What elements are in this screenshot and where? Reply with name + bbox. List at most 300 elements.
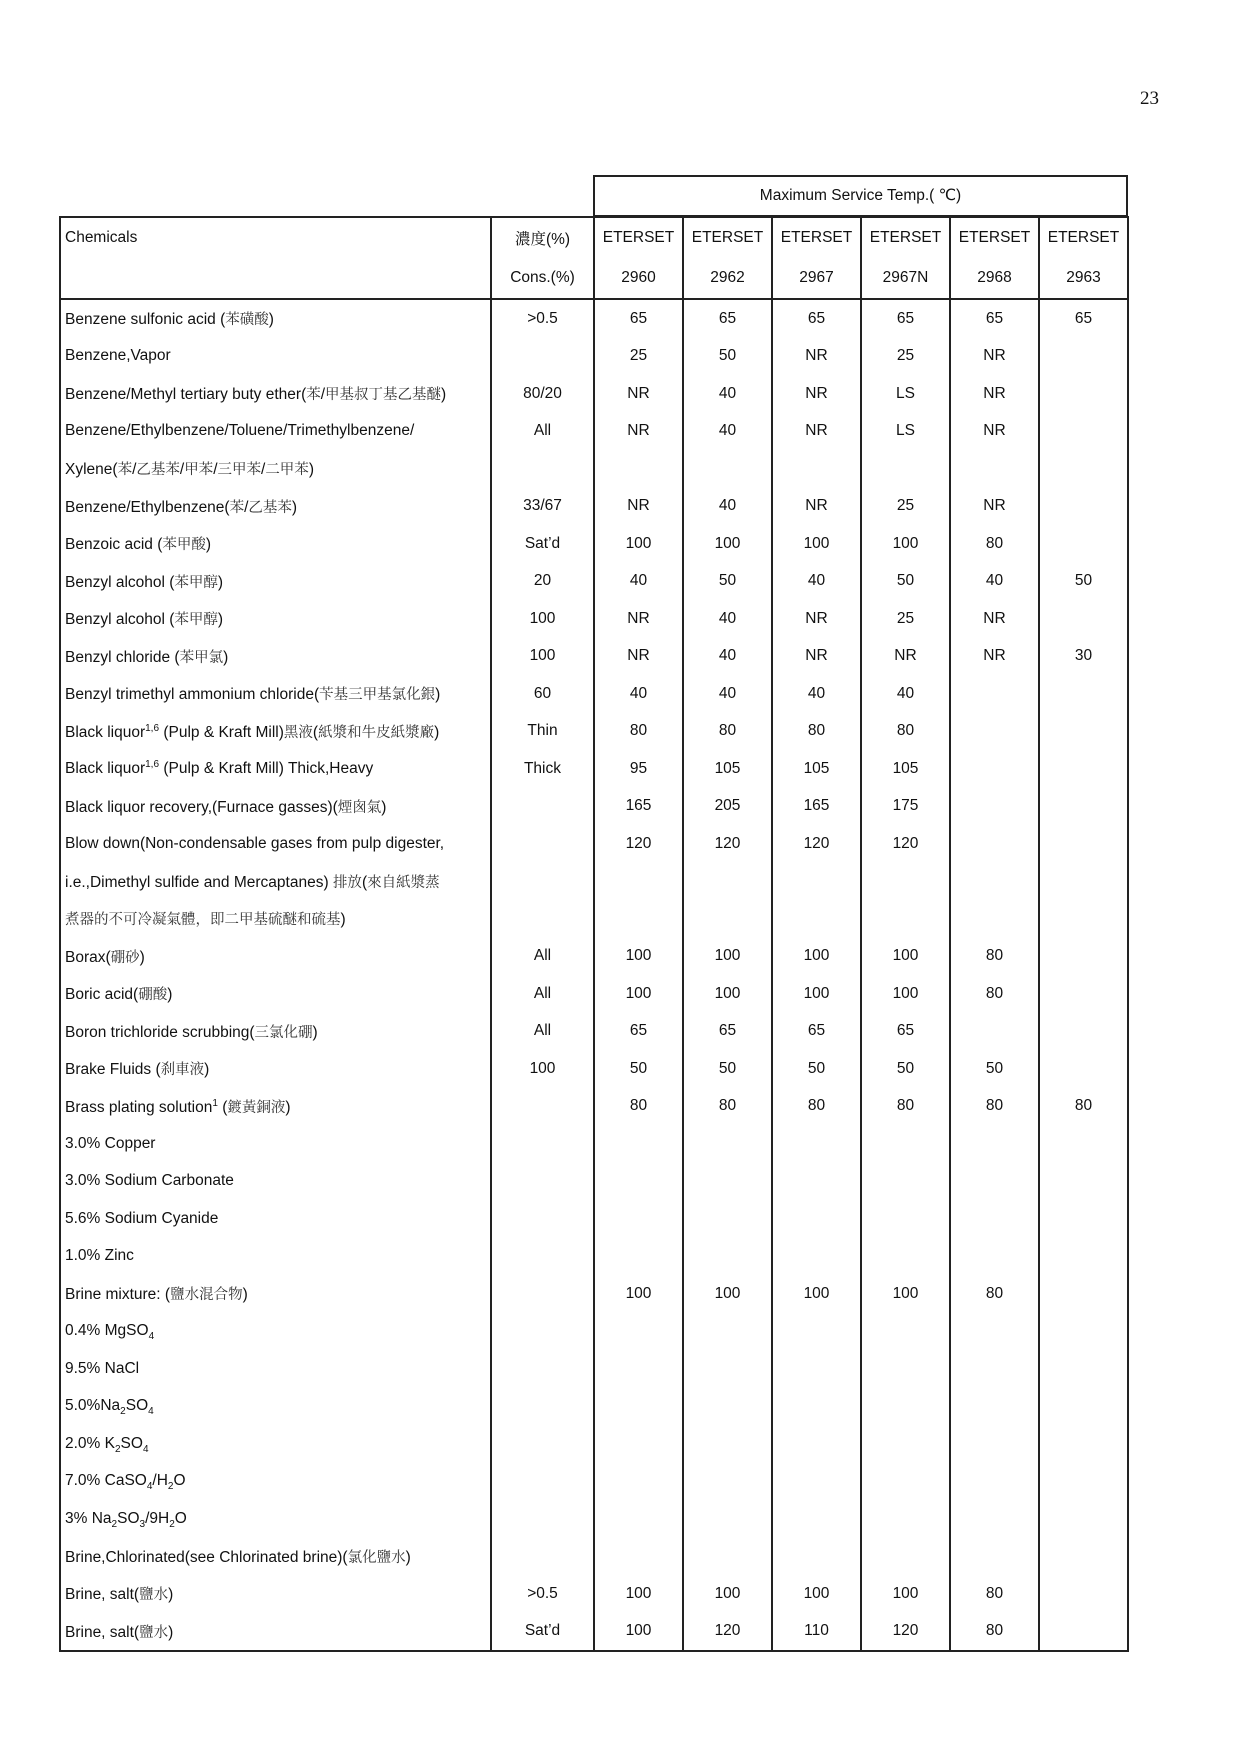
temp-value-2968: NR <box>950 600 1039 638</box>
product-header: 2967 <box>772 258 861 299</box>
chemical-name: Brine, salt(鹽水) <box>60 1613 491 1652</box>
concentration <box>491 1163 594 1201</box>
temp-value-2960: 80 <box>594 1088 683 1126</box>
temp-value-2963 <box>1039 750 1128 788</box>
chemical-name: Brine mixture: (鹽水混合物) <box>60 1275 491 1313</box>
chemical-name: Brass plating solution$^1$ (鍍黃銅液) <box>60 1088 491 1126</box>
temp-value-2960 <box>594 1163 683 1201</box>
table-row <box>60 1163 1128 1201</box>
table-row <box>60 1613 1128 1652</box>
concentration <box>491 1313 594 1351</box>
temp-value-2962: 80 <box>683 1088 772 1126</box>
temp-value-2967 <box>772 1313 861 1351</box>
chemicals-header: Chemicals <box>60 217 491 258</box>
table-row <box>60 1575 1128 1613</box>
concentration: All <box>491 975 594 1013</box>
temp-value-2960: 50 <box>594 1050 683 1088</box>
product-header: 2968 <box>950 258 1039 299</box>
temp-value-2968: 80 <box>950 1275 1039 1313</box>
cons-header-cn: 濃度(%) <box>491 217 594 258</box>
temp-value-2962 <box>683 1163 772 1201</box>
temp-value-2967: 100 <box>772 938 861 976</box>
temp-value-2967 <box>772 1425 861 1463</box>
product-header: 2962 <box>683 258 772 299</box>
temp-value-2967: 105 <box>772 750 861 788</box>
concentration: 100 <box>491 1050 594 1088</box>
temp-value-2962: 50 <box>683 1050 772 1088</box>
chemical-name: Benzyl trimethyl ammonium chloride(苄基三甲基氯化銀) <box>60 675 491 713</box>
chemical-name: 0.4% MgSO$_4$ <box>60 1313 491 1351</box>
temp-value-2962: 80 <box>683 713 772 751</box>
temp-value-2960: NR <box>594 488 683 526</box>
temp-value-2968: 65 <box>950 299 1039 338</box>
chemical-name: $5.0\%Na_2SO_4$ <box>60 1388 491 1426</box>
temp-value-2967: 80 <box>772 1088 861 1126</box>
temp-value-2967 <box>772 1463 861 1501</box>
temp-value-2963 <box>1039 1613 1128 1652</box>
temp-value-2960: 100 <box>594 975 683 1013</box>
temp-value-2968 <box>950 1425 1039 1463</box>
temp-value-2968 <box>950 675 1039 713</box>
table-row <box>60 1500 1128 1538</box>
table-row <box>60 1125 1128 1163</box>
temp-value-2967n: 100 <box>861 525 950 563</box>
header-row-product <box>60 258 1128 299</box>
temp-value-2967n: LS <box>861 375 950 413</box>
temp-value-2962 <box>683 1200 772 1238</box>
temp-value-2968 <box>950 1125 1039 1163</box>
temp-value-2963 <box>1039 600 1128 638</box>
temp-value-2967n <box>861 1463 950 1501</box>
temp-value-2963 <box>1039 938 1128 976</box>
temp-value-2963 <box>1039 1538 1128 1576</box>
temp-value-2963 <box>1039 1575 1128 1613</box>
temp-value-2963 <box>1039 863 1128 901</box>
temp-value-2963 <box>1039 1125 1128 1163</box>
temp-value-2967 <box>772 450 861 488</box>
table-row <box>60 600 1128 638</box>
chemical-name: Borax(硼砂) <box>60 938 491 976</box>
temp-value-2968: 80 <box>950 975 1039 1013</box>
temp-value-2960 <box>594 1463 683 1501</box>
temp-value-2962: 120 <box>683 1613 772 1652</box>
table-row <box>60 900 1128 938</box>
concentration <box>491 1388 594 1426</box>
temp-value-2963 <box>1039 1313 1128 1351</box>
temp-value-2962 <box>683 1125 772 1163</box>
temp-value-2968 <box>950 1388 1039 1426</box>
temp-value-2968 <box>950 1163 1039 1201</box>
temp-value-2960: 120 <box>594 825 683 863</box>
temp-value-2962 <box>683 900 772 938</box>
temp-value-2967n <box>861 1350 950 1388</box>
temp-value-2967n <box>861 863 950 901</box>
chemical-name: Blow down(Non-condensable gases from pulp digester, <box>60 825 491 863</box>
temp-value-2967 <box>772 1238 861 1276</box>
temp-value-2962 <box>683 1350 772 1388</box>
temp-value-2962: 50 <box>683 563 772 601</box>
table-row <box>60 788 1128 826</box>
table-row <box>60 1238 1128 1276</box>
temp-value-2967: 100 <box>772 525 861 563</box>
temp-value-2968 <box>950 788 1039 826</box>
concentration: All <box>491 1013 594 1051</box>
table-row <box>60 975 1128 1013</box>
temp-value-2960: NR <box>594 638 683 676</box>
temp-value-2962 <box>683 1500 772 1538</box>
temp-value-2968 <box>950 1538 1039 1576</box>
temp-value-2967n: 25 <box>861 600 950 638</box>
max-service-temp-label: Maximum Service Temp.( ℃) <box>759 187 962 204</box>
table-row <box>60 675 1128 713</box>
chemical-name: Xylene(苯/乙基苯/甲苯/三甲苯/二甲苯) <box>60 450 491 488</box>
temp-value-2967n: 25 <box>861 338 950 376</box>
temp-value-2968 <box>950 863 1039 901</box>
temp-value-2968 <box>950 450 1039 488</box>
table-row <box>60 1275 1128 1313</box>
concentration: Thick <box>491 750 594 788</box>
temp-value-2960: NR <box>594 413 683 451</box>
temp-value-2967n: 175 <box>861 788 950 826</box>
table-row <box>60 413 1128 451</box>
temp-value-2963 <box>1039 375 1128 413</box>
chemical-name: i.e.,Dimethyl sulfide and Mercaptanes) 排放(來自紙漿蒸 <box>60 863 491 901</box>
temp-value-2962: 100 <box>683 525 772 563</box>
temp-value-2962: 100 <box>683 1275 772 1313</box>
temp-value-2960: 100 <box>594 938 683 976</box>
temp-value-2968: 80 <box>950 938 1039 976</box>
chemical-name: Black liquor$^{1,6}$ (Pulp & Kraft Mill)黑液(紙漿和牛皮紙漿廠) <box>60 713 491 751</box>
temp-value-2963 <box>1039 488 1128 526</box>
temp-value-2968: 80 <box>950 525 1039 563</box>
temp-value-2968 <box>950 1500 1039 1538</box>
temp-value-2960 <box>594 1125 683 1163</box>
chemical-name: Benzyl alcohol (苯甲醇) <box>60 600 491 638</box>
temp-value-2960: 100 <box>594 525 683 563</box>
temp-value-2962 <box>683 450 772 488</box>
temp-value-2967: 100 <box>772 1575 861 1613</box>
temp-value-2962: 40 <box>683 488 772 526</box>
concentration: All <box>491 413 594 451</box>
temp-value-2967: NR <box>772 338 861 376</box>
temp-value-2963 <box>1039 975 1128 1013</box>
chemical-name: 3.0% Sodium Carbonate <box>60 1163 491 1201</box>
product-header: 2960 <box>594 258 683 299</box>
temp-value-2967: 100 <box>772 975 861 1013</box>
temp-value-2967 <box>772 1538 861 1576</box>
temp-value-2967n: 25 <box>861 488 950 526</box>
temp-value-2967: 80 <box>772 713 861 751</box>
temp-value-2960 <box>594 1538 683 1576</box>
table-row <box>60 1350 1128 1388</box>
temp-value-2967n: 100 <box>861 975 950 1013</box>
temp-value-2962 <box>683 1463 772 1501</box>
temp-value-2963: 50 <box>1039 563 1128 601</box>
temp-value-2960: 100 <box>594 1613 683 1652</box>
temp-value-2968 <box>950 1013 1039 1051</box>
temp-value-2960: 65 <box>594 1013 683 1051</box>
concentration: 100 <box>491 600 594 638</box>
table-row <box>60 750 1128 788</box>
temp-value-2963 <box>1039 1275 1128 1313</box>
chemical-name: Boron trichloride scrubbing(三氯化硼) <box>60 1013 491 1051</box>
temp-value-2962: 65 <box>683 1013 772 1051</box>
chemical-name: Benzyl alcohol (苯甲醇) <box>60 563 491 601</box>
temp-value-2962: 40 <box>683 638 772 676</box>
table-row <box>60 1050 1128 1088</box>
temp-value-2963 <box>1039 525 1128 563</box>
concentration: Sat’d <box>491 1613 594 1652</box>
temp-value-2968: 40 <box>950 563 1039 601</box>
temp-value-2963 <box>1039 788 1128 826</box>
temp-value-2967n <box>861 1125 950 1163</box>
chemical-name: Benzoic acid (苯甲酸) <box>60 525 491 563</box>
temp-value-2967n: 50 <box>861 1050 950 1088</box>
table-row <box>60 1313 1128 1351</box>
temp-value-2967n: 50 <box>861 563 950 601</box>
brand-header-2960: ETERSET <box>594 217 683 258</box>
chemical-name: Black liquor$^{1,6}$ (Pulp & Kraft Mill) Thick,Heavy <box>60 750 491 788</box>
temp-value-2967: 165 <box>772 788 861 826</box>
brand-header-2967n: ETERSET <box>861 217 950 258</box>
temp-value-2963 <box>1039 450 1128 488</box>
table-row <box>60 299 1128 338</box>
temp-value-2967: 100 <box>772 1275 861 1313</box>
temp-value-2960: 40 <box>594 563 683 601</box>
temp-value-2968: NR <box>950 638 1039 676</box>
table-row <box>60 638 1128 676</box>
table-row <box>60 1200 1128 1238</box>
table-row <box>60 450 1128 488</box>
brand-header-2967: ETERSET <box>772 217 861 258</box>
concentration <box>491 1538 594 1576</box>
concentration <box>491 338 594 376</box>
chemical-name: 5.6% Sodium Cyanide <box>60 1200 491 1238</box>
brand-header-2963: ETERSET <box>1039 217 1128 258</box>
chemical-resistance-table <box>59 216 1129 1652</box>
header-row-brand <box>60 217 1128 258</box>
temp-value-2967n: 120 <box>861 825 950 863</box>
temp-value-2968: 80 <box>950 1088 1039 1126</box>
temp-value-2967n: 80 <box>861 1088 950 1126</box>
temp-value-2967 <box>772 1200 861 1238</box>
temp-value-2963 <box>1039 825 1128 863</box>
temp-value-2963 <box>1039 1350 1128 1388</box>
concentration <box>491 1238 594 1276</box>
concentration <box>491 1500 594 1538</box>
chemical-name: Benzene sulfonic acid (苯磺酸) <box>60 299 491 338</box>
temp-value-2962: 65 <box>683 299 772 338</box>
chemical-name: Benzene/Methyl tertiary buty ether(苯/甲基叔丁基乙基醚) <box>60 375 491 413</box>
concentration: >0.5 <box>491 299 594 338</box>
footnote-ref: 1 <box>212 1097 218 1109</box>
temp-value-2967 <box>772 1500 861 1538</box>
concentration: 100 <box>491 638 594 676</box>
temp-value-2967 <box>772 900 861 938</box>
concentration <box>491 900 594 938</box>
temp-value-2960: NR <box>594 600 683 638</box>
temp-value-2963 <box>1039 675 1128 713</box>
temp-value-2960: 95 <box>594 750 683 788</box>
temp-value-2967n: 100 <box>861 1275 950 1313</box>
concentration <box>491 1275 594 1313</box>
temp-value-2960 <box>594 863 683 901</box>
concentration: >0.5 <box>491 1575 594 1613</box>
temp-value-2963: 65 <box>1039 299 1128 338</box>
footnote-ref: 1,6 <box>145 722 160 734</box>
concentration <box>491 1125 594 1163</box>
chemical-name: Benzyl chloride (苯甲氯) <box>60 638 491 676</box>
chemical-name: 煮器的不可冷凝氣體，即二甲基硫醚和硫基) <box>60 900 491 938</box>
temp-value-2968: NR <box>950 413 1039 451</box>
temp-value-2968: 50 <box>950 1050 1039 1088</box>
temp-value-2960 <box>594 1425 683 1463</box>
temp-value-2968 <box>950 1350 1039 1388</box>
temp-value-2962: 40 <box>683 675 772 713</box>
concentration <box>491 825 594 863</box>
concentration: 80/20 <box>491 375 594 413</box>
table-row <box>60 1463 1128 1501</box>
temp-value-2963 <box>1039 1163 1128 1201</box>
cons-header-en: Cons.(%) <box>491 258 594 299</box>
temp-value-2960 <box>594 1200 683 1238</box>
temp-value-2962: 120 <box>683 825 772 863</box>
chemicals-header-blank <box>60 258 491 299</box>
temp-value-2967: NR <box>772 413 861 451</box>
table-row <box>60 1388 1128 1426</box>
temp-value-2968 <box>950 1313 1039 1351</box>
chemical-name: Black liquor recovery,(Furnace gasses)(煙囪氣) <box>60 788 491 826</box>
temp-value-2963 <box>1039 1425 1128 1463</box>
chemical-name: Brine,Chlorinated(see Chlorinated brine)(氯化鹽水) <box>60 1538 491 1576</box>
temp-value-2967: 110 <box>772 1613 861 1652</box>
chemical-name: Brine, salt(鹽水) <box>60 1575 491 1613</box>
temp-value-2960 <box>594 1500 683 1538</box>
temp-value-2962: 105 <box>683 750 772 788</box>
temp-value-2960: 100 <box>594 1575 683 1613</box>
temp-value-2967n <box>861 450 950 488</box>
temp-value-2967n: 120 <box>861 1613 950 1652</box>
temp-value-2968 <box>950 825 1039 863</box>
temp-value-2963 <box>1039 338 1128 376</box>
temp-value-2967n: 105 <box>861 750 950 788</box>
table-row <box>60 1088 1128 1126</box>
table-row <box>60 563 1128 601</box>
temp-value-2963 <box>1039 900 1128 938</box>
brand-header-2962: ETERSET <box>683 217 772 258</box>
concentration: Sat’d <box>491 525 594 563</box>
temp-value-2962: 40 <box>683 413 772 451</box>
temp-value-2960: 80 <box>594 713 683 751</box>
temp-value-2963 <box>1039 1200 1128 1238</box>
concentration: All <box>491 938 594 976</box>
temp-value-2963 <box>1039 1050 1128 1088</box>
temp-value-2962 <box>683 1238 772 1276</box>
table-row <box>60 713 1128 751</box>
table-row <box>60 938 1128 976</box>
concentration <box>491 1200 594 1238</box>
chemical-name: Brake Fluids (刹車液) <box>60 1050 491 1088</box>
temp-value-2963 <box>1039 413 1128 451</box>
temp-value-2967: 65 <box>772 299 861 338</box>
temp-value-2960: 40 <box>594 675 683 713</box>
temp-value-2967n <box>861 1425 950 1463</box>
table-row <box>60 825 1128 863</box>
product-header: 2967N <box>861 258 950 299</box>
concentration: Thin <box>491 713 594 751</box>
temp-value-2960: 165 <box>594 788 683 826</box>
temp-value-2963 <box>1039 1013 1128 1051</box>
temp-value-2968 <box>950 750 1039 788</box>
temp-value-2962: 100 <box>683 975 772 1013</box>
concentration <box>491 1088 594 1126</box>
table-row <box>60 1538 1128 1576</box>
temp-value-2962: 100 <box>683 1575 772 1613</box>
temp-value-2962 <box>683 1388 772 1426</box>
temp-value-2968 <box>950 900 1039 938</box>
temp-value-2968 <box>950 1463 1039 1501</box>
temp-value-2967n <box>861 1538 950 1576</box>
temp-value-2962: 40 <box>683 600 772 638</box>
chemical-name: 2.0% $K_2SO_4$ <box>60 1425 491 1463</box>
temp-value-2967 <box>772 1125 861 1163</box>
table-row <box>60 488 1128 526</box>
concentration <box>491 450 594 488</box>
temp-value-2967n: 100 <box>861 938 950 976</box>
temp-value-2962 <box>683 1538 772 1576</box>
concentration: 33/67 <box>491 488 594 526</box>
table-row <box>60 863 1128 901</box>
temp-value-2962: 50 <box>683 338 772 376</box>
page-number: 23 <box>1140 88 1159 109</box>
temp-value-2963 <box>1039 1463 1128 1501</box>
temp-value-2963: 80 <box>1039 1088 1128 1126</box>
temp-value-2967n <box>861 1500 950 1538</box>
temp-value-2960 <box>594 1350 683 1388</box>
temp-value-2968: 80 <box>950 1613 1039 1652</box>
chemical-name: Benzene/Ethylbenzene/Toluene/Trimethylbenzene/ <box>60 413 491 451</box>
chemical-name: 3.0% Copper <box>60 1125 491 1163</box>
temp-value-2967: 50 <box>772 1050 861 1088</box>
temp-value-2967 <box>772 1163 861 1201</box>
temp-value-2967n: 40 <box>861 675 950 713</box>
temp-value-2967: NR <box>772 600 861 638</box>
brand-header-2968: ETERSET <box>950 217 1039 258</box>
temp-value-2968: NR <box>950 375 1039 413</box>
temp-value-2960 <box>594 1313 683 1351</box>
temp-value-2960: 100 <box>594 1275 683 1313</box>
max-service-temp-header <box>593 175 1128 216</box>
concentration <box>491 863 594 901</box>
temp-value-2967 <box>772 1388 861 1426</box>
temp-value-2967: 65 <box>772 1013 861 1051</box>
temp-value-2967 <box>772 1350 861 1388</box>
temp-value-2960 <box>594 900 683 938</box>
temp-value-2967: 40 <box>772 675 861 713</box>
temp-value-2968 <box>950 1200 1039 1238</box>
temp-value-2960: NR <box>594 375 683 413</box>
concentration <box>491 1350 594 1388</box>
temp-value-2962: 100 <box>683 938 772 976</box>
temp-value-2968 <box>950 1238 1039 1276</box>
concentration <box>491 1425 594 1463</box>
temp-value-2962 <box>683 1313 772 1351</box>
temp-value-2967: 40 <box>772 563 861 601</box>
temp-value-2963 <box>1039 1238 1128 1276</box>
temp-value-2962 <box>683 863 772 901</box>
temp-value-2967n: 80 <box>861 713 950 751</box>
table-row <box>60 1013 1128 1051</box>
